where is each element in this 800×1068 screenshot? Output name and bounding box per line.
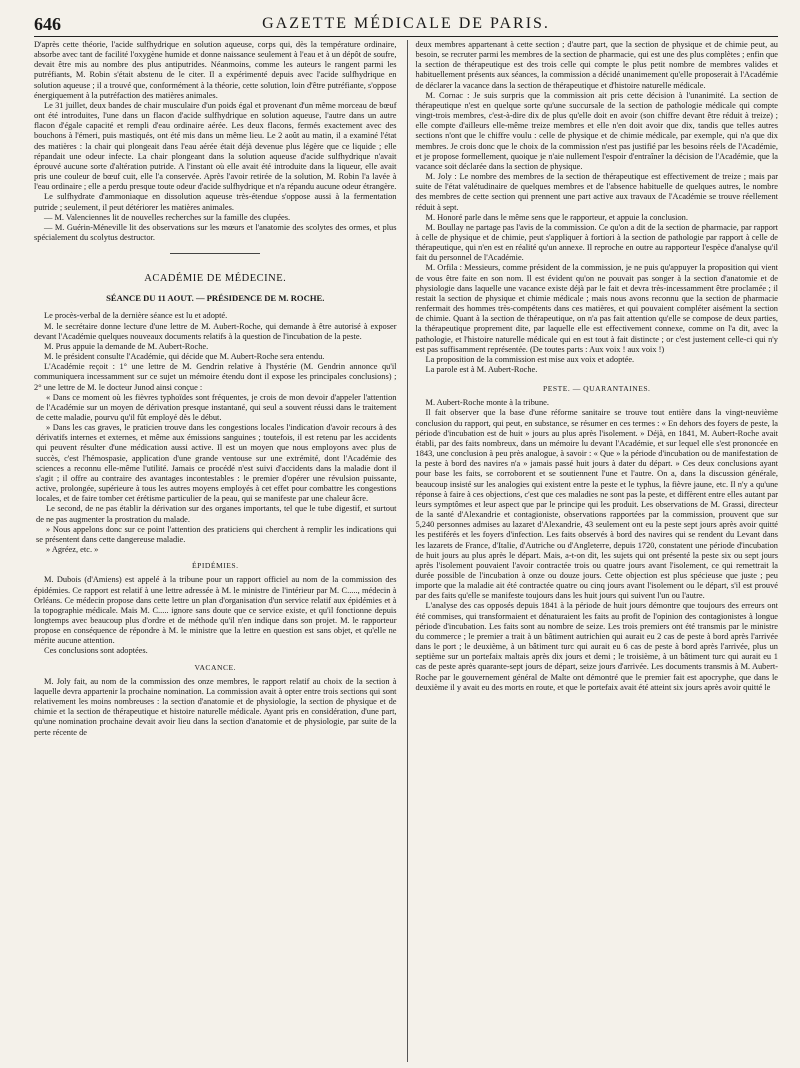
letter-quote: » Agréez, etc. » xyxy=(46,545,99,555)
paragraph: M. le président consulte l'Académie, qui décide que M. Aubert-Roche sera entendu. xyxy=(44,352,325,362)
letter-quote: » Nous appelons donc sur ce point l'attention des praticiens qui cherchent à remplir les indications qui se présentent dans cette dangereuse maladie. xyxy=(36,524,397,544)
letter-quote: Le second, de ne pas établir la dérivation sur des organes importants, tel que le tube digestif, et surtout de ne pas augmenter la prostration du malade. xyxy=(36,504,397,524)
section-divider xyxy=(170,253,260,254)
paragraph: M. Cornac : Je suis surpris que la commission ait pris cette décision à l'unanimité. La section de thérapeutique n'est en quelque sorte qu'une succursale de la section de pathologie médicale qui compte vingt-trois membres, c'est-à-dire dix de plus qu'elle doit en avoir (son chiffre devant être réduit à treize) ; elle compte d'ailleurs elle-même treize membres et elle n'en doit avoir que dix, tandis que telles autres sections n'ont que le chiffre voulu : celle de physique et de chimie médicale, par exemple, qui n'a que dix membres. Je crois donc que le choix de la commission n'est pas justifié par les besoins réels de l'Académie, et je propose formellement, quoique je n'aie nullement l'espoir d'entraîner la décision de l'Académie, que la vacance soit déclarée dans la section de physique. xyxy=(415,90,778,171)
section-heading-academie: ACADÉMIE DE MÉDECINE. xyxy=(144,273,287,285)
page-header xyxy=(34,14,778,37)
section-heading-epidemies: ÉPIDÉMIES. xyxy=(191,561,239,571)
spacer xyxy=(416,375,779,378)
letter-quote: « Dans ce moment où les fièvres typhoïdes sont fréquentes, je crois de mon devoir d'appeler l'attention de l'Académie sur un moyen de dérivation presque instantané, qui seul a souvent réussi dans le traitement de cette maladie, pourvu qu'il fût employé dès le début. xyxy=(36,392,397,422)
right-column xyxy=(407,40,779,1062)
paragraph: L'Académie reçoit : 1° une lettre de M. Gendrin relative à l'hystérie (M. Gendrin annonce qu'il communiquera incessamment sur ce sujet un mémoire étendu dont il expose les principales conclusions) ; 2° une lettre de M. le docteur Junod ainsi conçue : xyxy=(34,362,397,392)
paragraph: — M. Valenciennes lit de nouvelles recherches sur la famille des clupées. xyxy=(44,212,291,222)
page-number: 646 xyxy=(34,14,61,34)
paragraph: — M. Guérin-Méneville lit des observations sur les mœurs et l'anatomie des scolytes des ormes, et plus spécialement du scolytus destructor. xyxy=(34,222,397,242)
paragraph: M. Dubois (d'Amiens) est appelé à la tribune pour un rapport officiel au nom de la commission des épidémies. Ce rapport est relatif à une lettre adressée à M. le ministre de l'intérieur par M. C....., médecin à Orléans. Ce médecin propose dans cette lettre un plan d'organisation d'un service relatif aux épidémies et à la topographie médicale. Mais M. C..... ignore sans doute que ce service existe, et qu'il fonctionne depuis longtemps avec beaucoup plus d'ordre et de méthode qu'il n'en indique dans son projet. M. le rapporteur propose en conséquence de répondre à M. le ministre que la lettre en question est sans objet, et qu'elle ne mérite aucune attention. xyxy=(34,575,397,646)
paragraph: M. Prus appuie la demande de M. Aubert-Roche. xyxy=(44,341,209,351)
left-column xyxy=(34,40,397,1062)
letter-quote: » Dans les cas graves, le praticien trouve dans les congestions locales l'indication d'avoir recours à des dérivatifs internes et externes, et même aux émissions sanguines ; toutefois, il est retenu par les accidents qui peuvent résulter d'une médication aussi active. Il est un moyen que nous employons avec plus de succès, c'est l'hémospasie, application d'une grande ventouse sur une extrémité, dont l'Académie des sciences a reconnu elle-même l'utilité. Jamais ce procédé n'est suivi d'accidents dans la maladie dont il s'agit ; il offre au contraire des avantages incontestables : le premier d'opérer une révulsion puissante, active, prolongée, supérieure à tous les autres moyens employés à cet effet pour combattre les congestions locales, et de faire tomber cet érétisme particulier de la peau, qui se manifeste par une chaleur âcre. xyxy=(36,423,397,504)
section-heading-vacance: VACANCE. xyxy=(194,662,237,672)
paragraph: L'analyse des cas opposés depuis 1841 à la période de huit jours démontre que toujours des erreurs ont été commises, qui transformaient et dénaturaient les faits au profit de l'opinion des contagionistes à longue période d'incubation. Les faits sont au nombre de seize. Les trois premiers ont été transmis par le ministre du commerce ; le premier a trait à un bâtiment autrichien qui aurait eu 2 cas de peste à bord après l'arrivée dans le port ; le deuxième, à un bâtiment turc qui aurait eu 6 cas de peste à bord après l'arrivée, plus un septième sur un portefaix maltais après dix jours et demi ; le troisième, à un bâtiment turc qui aurait eu 1 cas de peste après quarante-sept jours de départ, seize jours d'arrivée. Les documents transmis à M. Aubert-Roche par le gouvernement général de Malte ont démontré que le premier fait est apocryphe, que dans le deuxième il y avait eu des morts en route, et que le portefaix avait été atteint six jours après avoir quitté le xyxy=(415,601,778,692)
paragraph: La parole est à M. Aubert-Roche. xyxy=(425,365,538,374)
paragraph: Ces conclusions sont adoptées. xyxy=(44,646,148,656)
paragraph: M. Orfila : Messieurs, comme président de la commission, je ne puis qu'appuyer la proposition qui vient de vous être faite en son nom. Il est évident qu'on ne pouvait pas songer à la section d'anatomie et de physiologie dans laquelle une vacance existe déjà par le fait et devra très-incessamment être proclamée ; il restait la section de physique et chimie médicale ; mais nous avons reconnu que la section de pharmacie renfermait des hommes très-compétents dans ces matières, et qui pouvaient compléter aisément la section de chimie. Quant à la section de thérapeutique, on n'a pas fait attention qu'elle se compose de deux parties, la thérapeutique proprement dite, par laquelle elle est effectivement connexe, comme on l'a dit, avec la pathologie, et l'histoire naturelle médicale qui en est tout à fait distincte ; or c'est justement celle-ci qui n'y est pas suffisamment représentée. (De toutes parts : Aux voix ! aux voix !) xyxy=(415,263,778,354)
section-heading-peste: PESTE. — QUARANTAINES. xyxy=(543,384,651,394)
paragraph: M. Honoré parle dans le même sens que le rapporteur, et appuie la conclusion. xyxy=(425,212,688,222)
paragraph: Le 31 juillet, deux bandes de chair musculaire d'un poids égal et provenant d'un même morceau de bœuf ont été introduites, l'une dans un flacon d'acide sulfhydrique en solution aqueuse, l'autre dans un autre flacon d'égale capacité et rempli d'eau ordinaire aérée. Les deux flacons, fermés exactement avec des bouchons à l'émeri, puis mastiqués, ont été mis dans un même lieu. Le 2 août au matin, il a examiné l'état des matières : la chair qui plongeait dans l'eau aérée était déjà devenue plus légère que ce liquide ; elle répandait une odeur infecte. La chair plongeant dans la solution aqueuse d'acide sulfhydrique n'avait éprouvé aucune sorte d'altération putride. A l'instant où elle avait été introduite dans la liqueur, elle avait pris une couleur de bœuf cuit, elle l'a conservée. Après l'avoir retirée de la solution, M. Robin l'a lavée à l'eau ordinaire ; elle a perdu presque toute odeur d'acide sulfhydrique et n'a répandu aucune odeur étrangère. xyxy=(34,100,397,192)
paragraph: Le sulfhydrate d'ammoniaque en dissolution aqueuse très-étendue s'oppose aussi à la fermentation putride ; seulement, il peut détériorer les matières animales. xyxy=(34,192,397,212)
seance-heading: SÉANCE DU 11 AOUT. — PRÉSIDENCE DE M. ROCHE. xyxy=(106,293,325,304)
paragraph: Il fait observer que la base d'une réforme sanitaire se trouve tout entière dans la vingt-neuvième conclusion du rapport, qui peut, en substance, se résumer en ces termes : « En dehors des foyers de peste, la période d'incubation est de huit » jours au plus après l'isolement. » Déjà, en 1841, M. Aubert-Roche avait établi, par des faits nombreux, dans un mémoire lu devant l'Académie, et sur lequel elle s'est prononcée en 1843, une conclusion à peu près analogue, à savoir : « Que » la période d'incubation ou de manifestation de la peste à bord des navires n'a » jamais passé huit jours à dater du départ. » Ces deux conclusions ayant pour base les faits, se corroborent et se soutiennent l'une et l'autre. On a, dans la discussion générale, beaucoup insisté sur les analogies qui existent entre la peste et le typhus, la fièvre jaune, etc. Il n'y a qu'une réponse à faire à ces objections, c'est que ces maladies ne sont pas la peste, et diffèrent entre elles autant par leurs symptômes et leur aspect que par le principe qui les produit. Les observations de M. Grassi, directeur de la santé d'Alexandrie et contagioniste, observations rapportées par la commission, prouvent que sur 5,240 personnes admises au lazaret d'Alexandrie, 43 seulement ont eu la peste sept jours après avoir quitté les pestiférés et les foyers d'infection. Les faits observés à bord des navires qui se rendent du Levant dans les lazarets de France, d'Italie, d'Autriche ou d'Angleterre, depuis 1720, constatent une période d'incubation de huit jours au plus après le départ. Mais, a-t-on dit, les sujets qui ont présenté la peste six ou sept jours après l'isolement pouvaient l'avoir contractée trois ou quatre jours avant l'isolement, ce qui remettrait la durée possible de l'incubation à onze ou douze jours. Cette objection est plus spécieuse que juste ; peu importe que la maladie ait été contractée quatre ou cinq jours avant l'isolement ou le départ, s'il est prouvé par des faits qu'elle se manifeste toujours dans les huit jours qui suivent l'un ou l'autre. xyxy=(415,408,778,601)
paragraph: deux membres appartenant à cette section ; d'autre part, que la section de physique et de chimie peut, au besoin, se recruter parmi les membres de la section de pharmacie, qui est une des plus complètes ; enfin que la section de thérapeutique est des trois celle qui compte le plus petit nombre de membres valides et habituellement présents aux séances, la commission a décidé unanimement qu'elle proposerait à l'Académie de déclarer la vacance dans la section de thérapeutique et d'histoire naturelle médicale. xyxy=(415,40,778,90)
paragraph: La proposition de la commission est mise aux voix et adoptée. xyxy=(425,354,635,364)
text-columns xyxy=(34,40,778,1062)
paragraph: Le procès-verbal de la dernière séance est lu et adopté. xyxy=(44,311,228,321)
journal-title: GAZETTE MÉDICALE DE PARIS. xyxy=(262,15,550,32)
paragraph: M. Aubert-Roche monte à la tribune. xyxy=(425,398,549,408)
paragraph: M. Joly : Le nombre des membres de la section de thérapeutique est effectivement de treize ; mais par suite de l'état valétudinaire de quelques membres et de l'absence habituelle de quelques autres, le nombre des membres de cette section qui prennent une part active aux travaux de l'Académie se trouve réellement réduit à sept. xyxy=(415,172,778,212)
paragraph: M. le secrétaire donne lecture d'une lettre de M. Aubert-Roche, qui demande à être autorisé à exposer devant l'Académie quelques nouveaux documents relatifs à la question de l'incubation de la peste. xyxy=(34,321,397,341)
paragraph: M. Boullay ne partage pas l'avis de la commission. Ce qu'on a dit de la section de pharmacie, par rapport à celle de physique et de chimie, peut s'appliquer à fortiori à la section de pathologie par rapport à celle de thérapeutique, qui n'en est en réalité qu'un annexe. Il reproche en outre au rapporteur l'espèce d'analyse qu'il fait du personnel de l'Académie. xyxy=(415,222,778,263)
paragraph: M. Joly fait, au nom de la commission des onze membres, le rapport relatif au choix de la section à laquelle devra appartenir la prochaine nomination. La commission avait à opter entre trois sections qui sont relativement les moins nombreuses : la section d'anatomie et de physiologie, la section de physique et de chimie et la section de thérapeutique et histoire naturelle médicale. Ayant pris en considération, d'une part, qu'une nomination prochaine devait avoir lieu dans la section d'anatomie et de physiologie, par suite de la perte récente de xyxy=(34,676,397,737)
paragraph: D'après cette théorie, l'acide sulfhydrique en solution aqueuse, corps qui, dès la température ordinaire, absorbe avec tant de facilité l'oxygène humide et donne naissance seulement à l'eau et à un dépôt de soufre, devait être mis au nombre des plus antiputrides. Néanmoins, comme les auteurs le rangent parmi les putréfiants, M. Robin s'était abstenu de le citer. Il a expérimenté depuis avec l'acide sulfhydrique en solution aqueuse ; il a trouvé que, conformément à la théorie, cette solution, loin d'être putréfiante, s'oppose énergiquement à la putréfaction des matières animales. xyxy=(34,40,397,100)
